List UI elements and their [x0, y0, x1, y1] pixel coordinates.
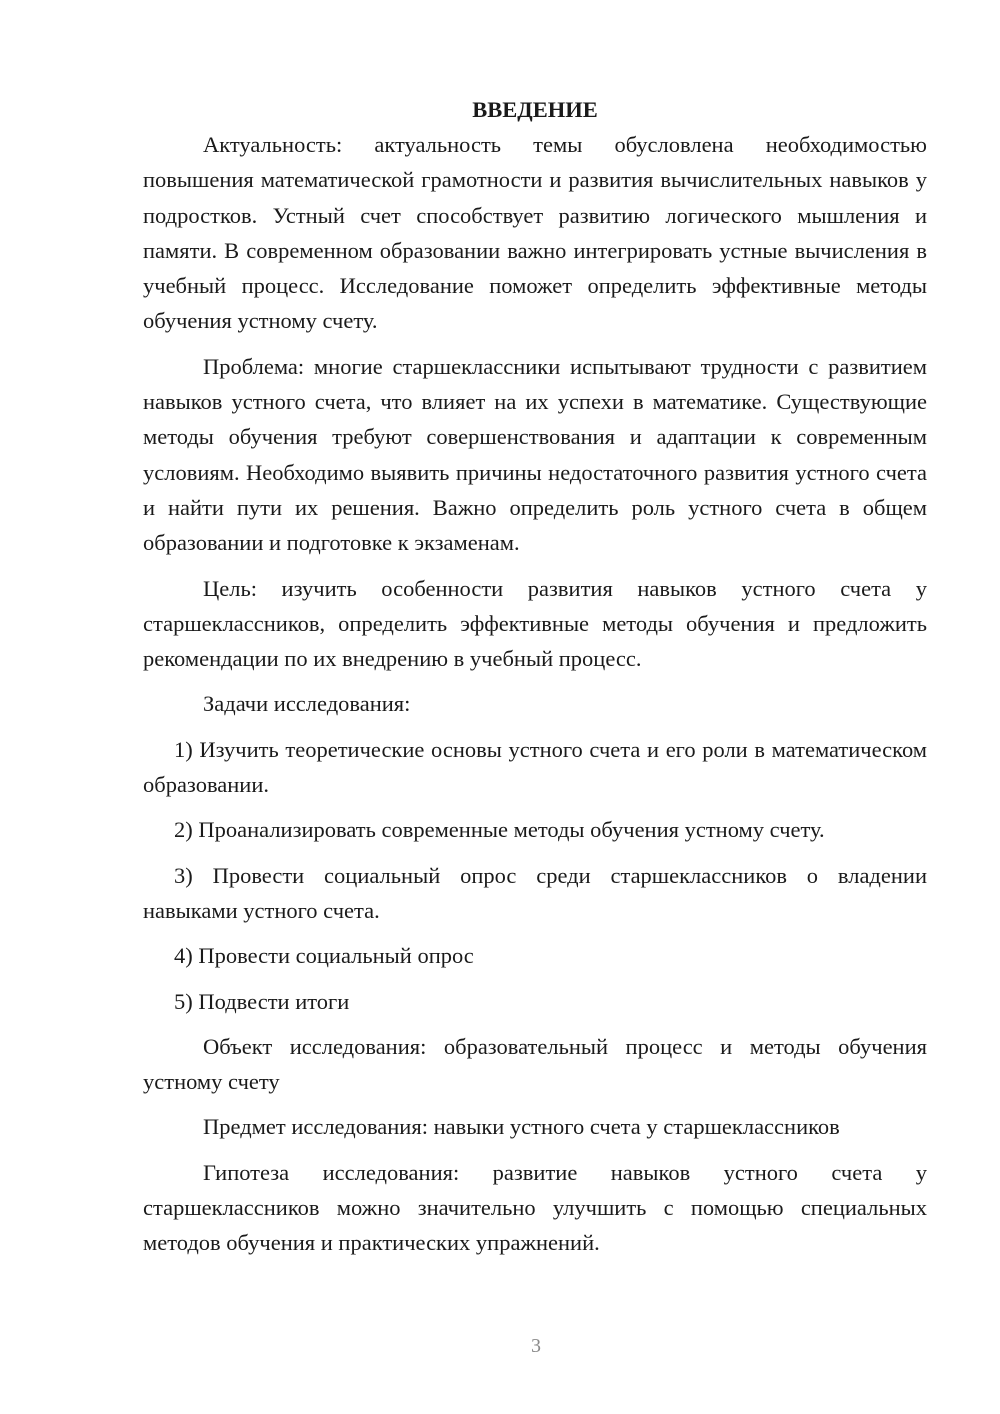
- task-item-2: 2) Проанализировать современные методы обучения устному счету.: [174, 817, 825, 843]
- section-title: ВВЕДЕНИЕ: [472, 97, 598, 122]
- task-item-4: 4) Провести социальный опрос: [174, 943, 474, 969]
- task-item-1: 1) Изучить теоретические основы устного счета и его роли в математическом образовании.: [143, 736, 927, 798]
- paragraph-object: Объект исследования: образовательный процесс и методы обучения устному счету: [143, 1033, 927, 1095]
- paragraph-relevance: Актуальность: актуальность темы обусловлена необходимостью повышения математической грамотности и развития вычислительных навыков у подростков. Устный счет способствует развитию логического мышления и памяти. В современном образовании важно интегрировать устные вычисления в учебный процесс. Исследование поможет определить эффективные методы обучения устному счету.: [143, 132, 927, 334]
- paragraph-problem: Проблема: многие старшеклассники испытывают трудности с развитием навыков устного счета, что влияет на их успехи в математике. Существующие методы обучения требуют совершенствования и адаптации к современным условиям. Необходимо выявить причины недостаточного развития устного счета и найти пути их решения. Важно определить роль устного счета в общем образовании и подготовке к экзаменам.: [143, 353, 927, 556]
- paragraph-tasks-heading: Задачи исследования:: [203, 691, 411, 717]
- paragraph-subject: Предмет исследования: навыки устного счета у старшеклассников: [203, 1114, 840, 1140]
- document-body: [143, 92, 927, 1271]
- task-item-3: 3) Провести социальный опрос среди старшеклассников о владении навыками устного счета.: [143, 862, 927, 923]
- task-item-5: 5) Подвести итоги: [174, 988, 350, 1014]
- paragraph-goal: Цель: изучить особенности развития навыков устного счета у старшеклассников, определить эффективные методы обучения и предложить рекомендации по их внедрению в учебный процесс.: [143, 575, 927, 672]
- paragraph-hypothesis: Гипотеза исследования: развитие навыков устного счета у старшеклассников можно значительно улучшить с помощью специальных методов обучения и практических упражнений.: [143, 1159, 927, 1256]
- page-number: 3: [531, 1335, 541, 1357]
